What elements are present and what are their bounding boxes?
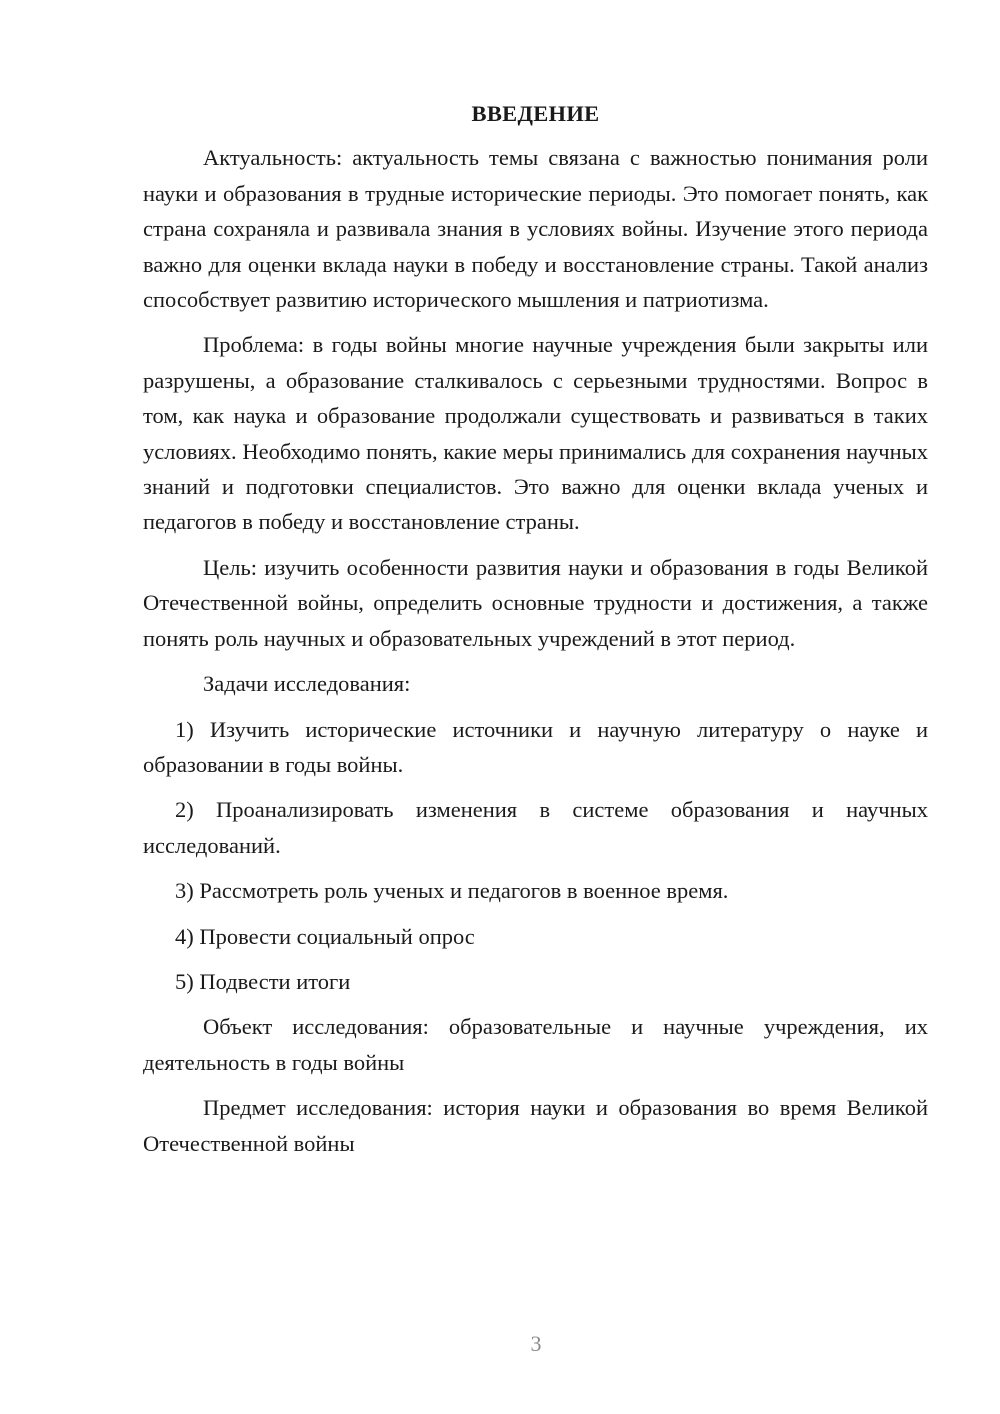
task-item: 5) Подвести итоги bbox=[175, 968, 351, 994]
page-content bbox=[143, 96, 928, 1171]
task-item: 1) Изучить исторические источники и научную литературу о науке и образовании в годы войны. bbox=[143, 716, 928, 777]
task-item: 4) Провести социальный опрос bbox=[175, 923, 475, 949]
paragraph-goal: Цель: изучить особенности развития науки и образования в годы Великой Отечественной войны, определить основные трудности и достижения, а также понять роль научных и образовательных учреждений в этот период. bbox=[143, 554, 928, 651]
section-title: ВВЕДЕНИЕ bbox=[471, 101, 600, 126]
tasks-heading: Задачи исследования: bbox=[203, 671, 411, 697]
paragraph-relevance: Актуальность: актуальность темы связана с важностью понимания роли науки и образования в трудные исторические периоды. Это помогает понять, как страна сохраняла и развивала знания в условиях войны. Изучение этого периода важно для оценки вклада науки в победу и восстановление страны. Такой анализ способствует развитию исторического мышления и патриотизма. bbox=[143, 145, 928, 313]
paragraph-problem: Проблема: в годы войны многие научные учреждения были закрыты или разрушены, а образование сталкивалось с серьезными трудностями. Вопрос в том, как наука и образование продолжали существовать и развиваться в таких условиях. Необходимо понять, какие меры принимались для сохранения научных знаний и подготовки специалистов. Это важно для оценки вклада ученых и педагогов в победу и восстановление страны. bbox=[143, 332, 928, 535]
paragraph-object: Объект исследования: образовательные и научные учреждения, их деятельность в годы войны bbox=[143, 1014, 928, 1075]
task-item: 3) Рассмотреть роль ученых и педагогов в военное время. bbox=[175, 878, 729, 904]
task-item: 2) Проанализировать изменения в системе образования и научных исследований. bbox=[143, 797, 928, 858]
page-number: 3 bbox=[530, 1331, 542, 1356]
paragraph-subject: Предмет исследования: история науки и образования во время Великой Отечественной войны bbox=[143, 1095, 928, 1156]
